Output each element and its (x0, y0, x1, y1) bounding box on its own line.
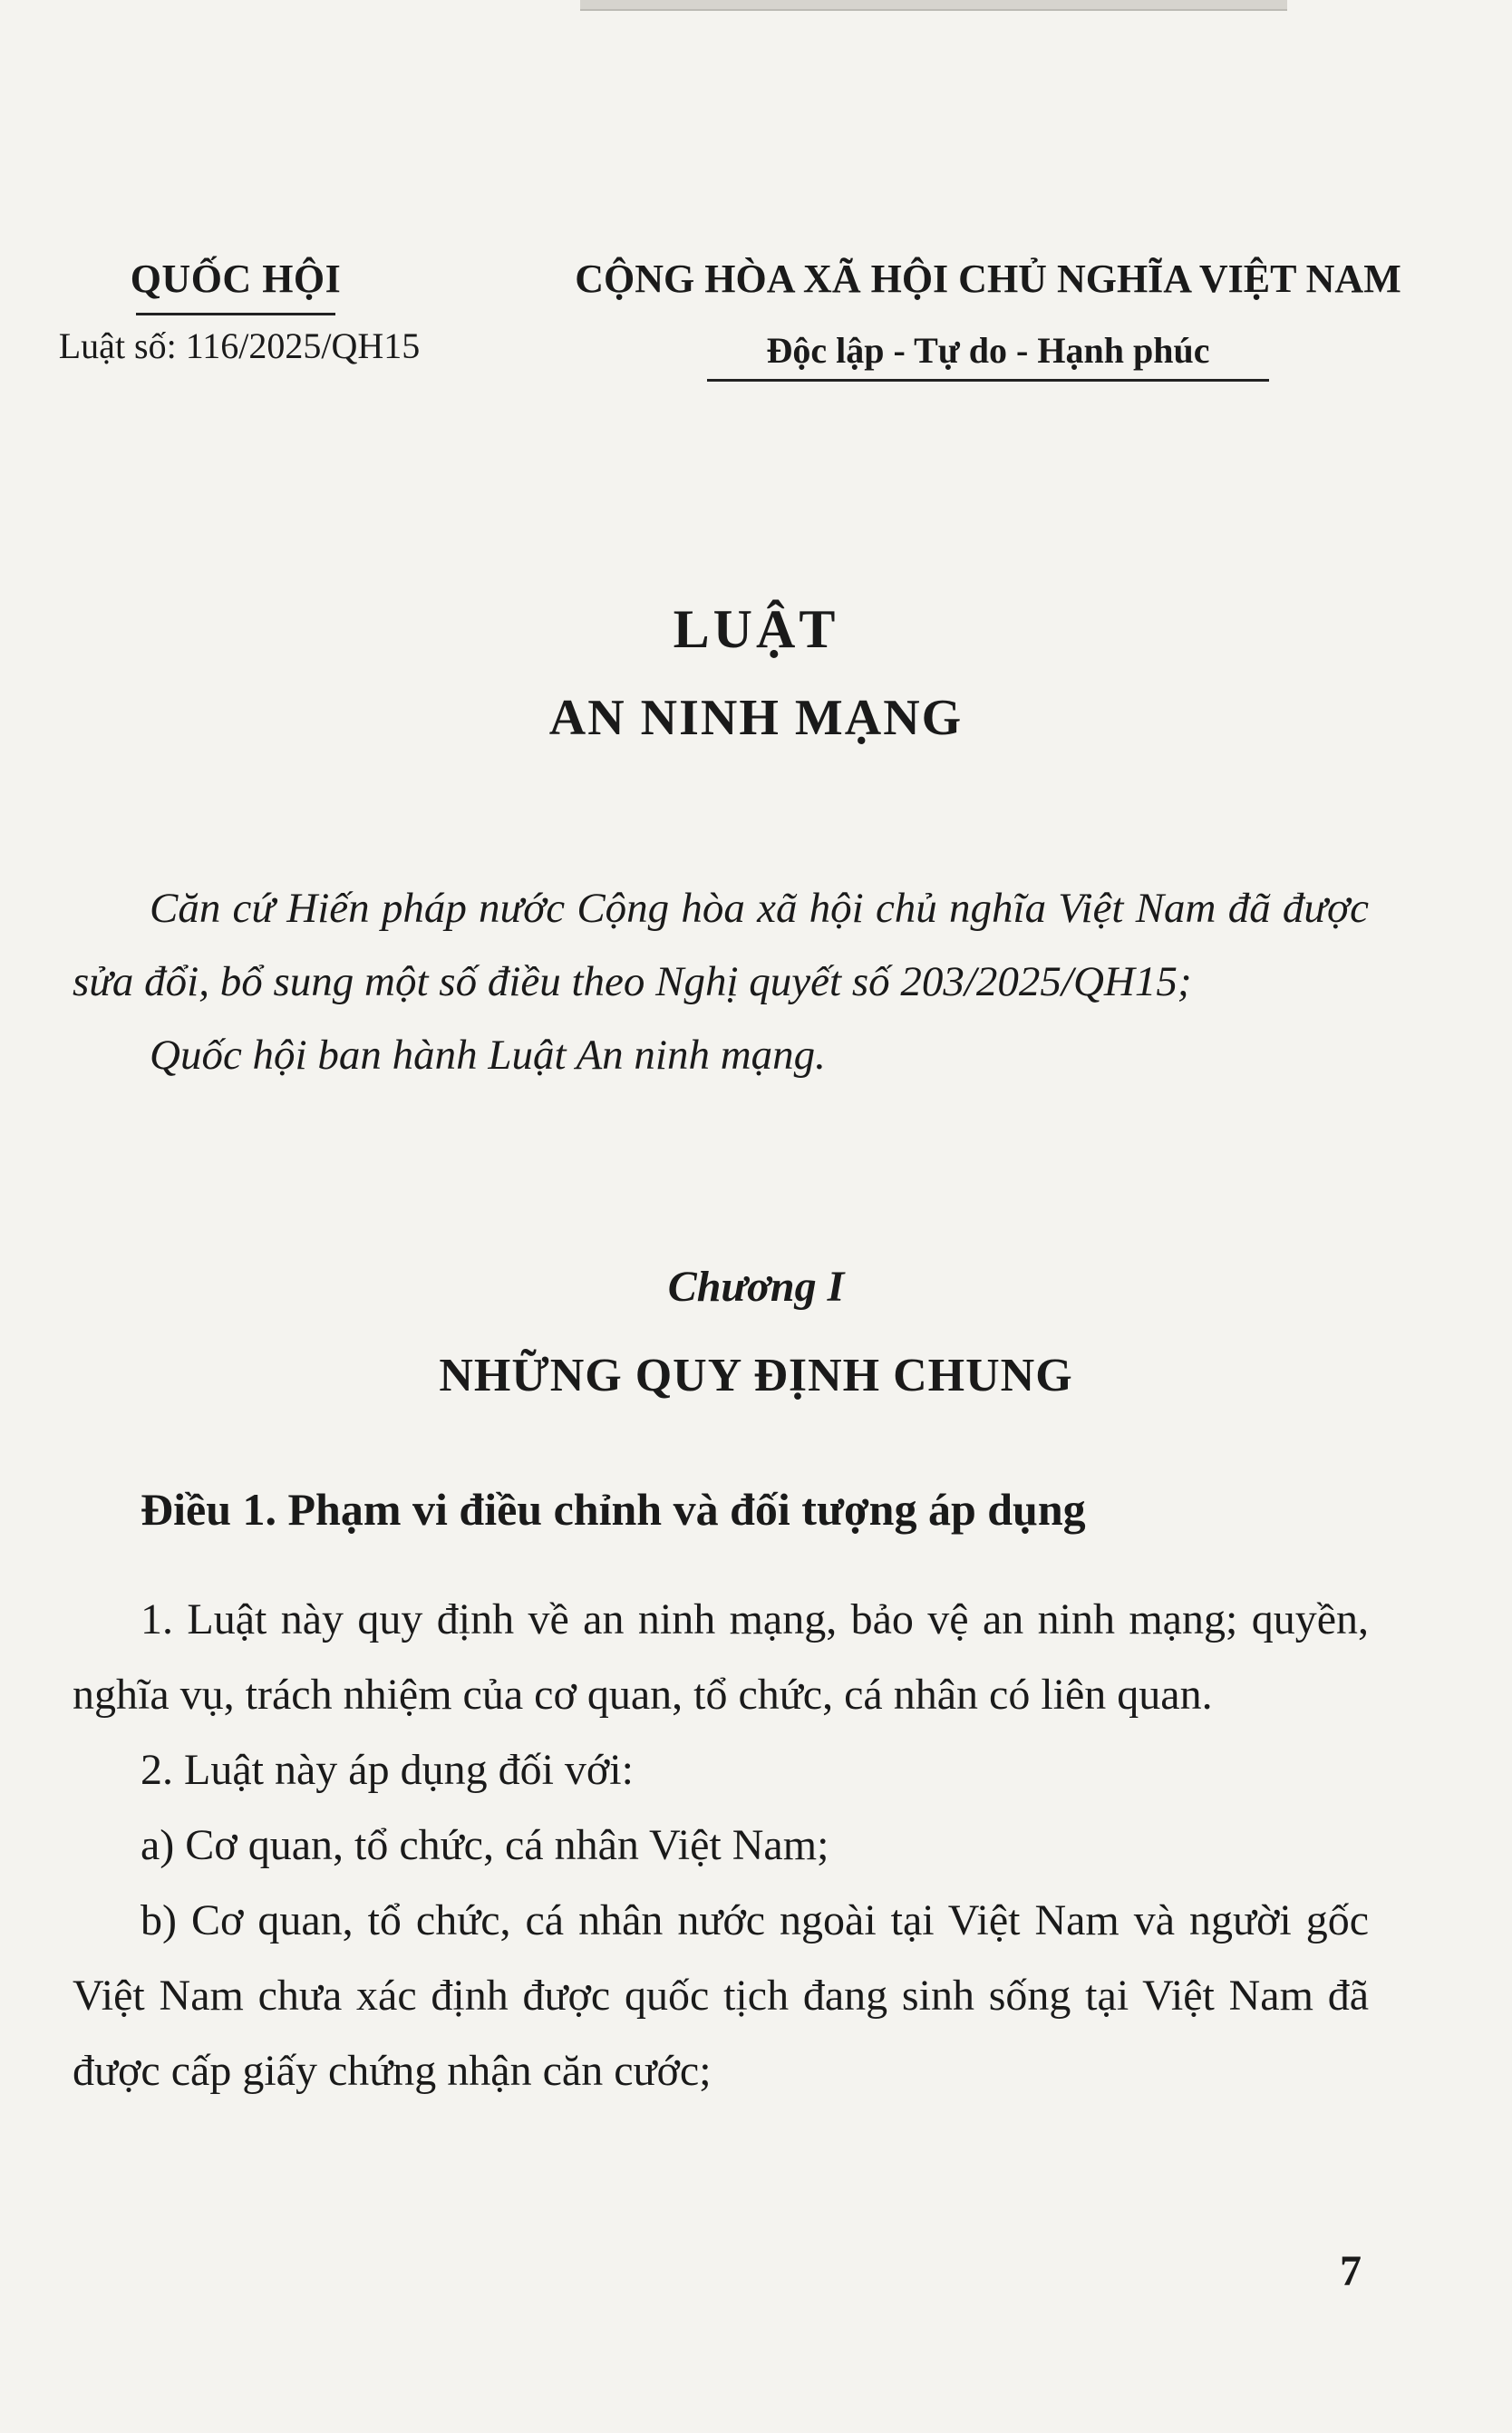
article-paragraph: 1. Luật này quy định về an ninh mạng, bảo vệ an ninh mạng; quyền, nghĩa vụ, trách nhiệm của cơ quan, tổ chức, cá nhân có liên quan. (73, 1595, 1369, 1719)
chapter-title: NHỮNG QUY ĐỊNH CHUNG (439, 1350, 1073, 1401)
preamble-enactment: Quốc hội ban hành Luật An ninh mạng. (150, 1032, 826, 1079)
article-paragraph: 2. Luật này áp dụng đối với: (141, 1746, 634, 1794)
preamble-basis: Căn cứ Hiến pháp nước Cộng hòa xã hội chủ nghĩa Việt Nam đã được sửa đổi, bổ sung một số điều theo Nghị quyết số 203/2025/QH15; (73, 885, 1369, 1005)
article-heading: Điều 1. Phạm vi điều chỉnh và đối tượng áp dụng (141, 1484, 1086, 1535)
document-title: AN NINH MẠNG (548, 690, 964, 746)
article-paragraph: b) Cơ quan, tổ chức, cá nhân nước ngoài tại Việt Nam và người gốc Việt Nam chưa xác định được quốc tịch đang sinh sống tại Việt Nam đã được cấp giấy chứng nhận căn cước; (73, 1896, 1369, 2095)
article-paragraph: a) Cơ quan, tổ chức, cá nhân Việt Nam; (141, 1821, 829, 1869)
article-body (73, 1582, 1369, 2108)
issuer-block (45, 256, 426, 367)
motto-underline (707, 379, 1269, 382)
issuer-name: QUỐC HỘI (130, 257, 342, 301)
law-number: Luật số: 116/2025/QH15 (58, 325, 421, 366)
national-heading (535, 256, 1441, 382)
chapter-number: Chương I (667, 1263, 845, 1311)
scan-edge (580, 0, 1287, 11)
document-type: LUẬT (673, 599, 839, 659)
preamble (73, 872, 1369, 1092)
issuer-underline (136, 313, 335, 315)
page-number: 7 (1340, 2247, 1362, 2295)
national-motto: Độc lập - Tự do - Hạnh phúc (766, 330, 1210, 371)
nation-name: CỘNG HÒA XÃ HỘI CHỦ NGHĨA VIỆT NAM (575, 257, 1401, 301)
